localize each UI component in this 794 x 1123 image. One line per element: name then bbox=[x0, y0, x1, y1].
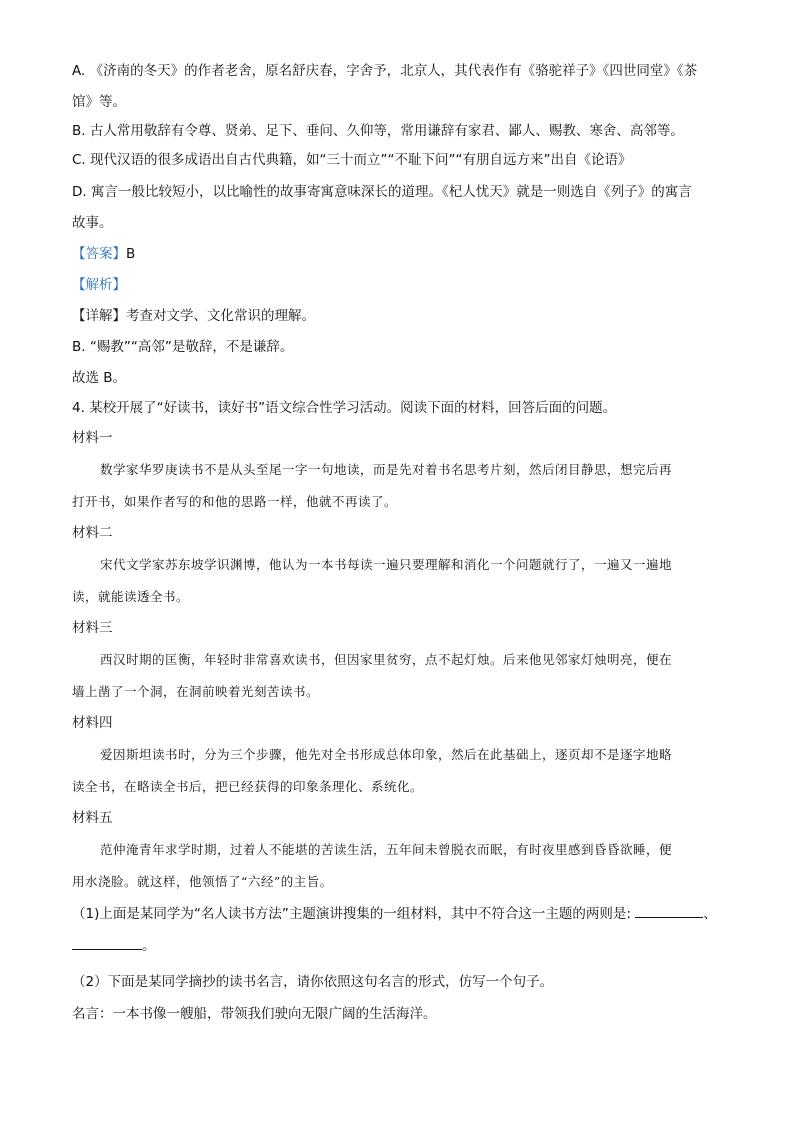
answer-row bbox=[72, 245, 722, 263]
material-line: 爱因斯坦读书时，分为三个步骤，他先对全书形成总体印象，然后在此基础上，逐页却不是逐字地略 bbox=[100, 747, 673, 762]
answer-blank-1[interactable] bbox=[635, 903, 703, 918]
material-line: 西汉时期的匡衡，年轻时非常喜欢读书，但因家里贫穷，点不起灯烛。后来他见邻家灯烛明亮，便在 bbox=[100, 652, 673, 667]
option-b: B. 古人常用敬辞有令尊、贤弟、足下、垂问、久仰等，常用谦辞有家君、鄙人、赐教、寒舍、高邻等。 bbox=[72, 123, 684, 139]
sub1-separator: 、 bbox=[703, 906, 717, 922]
quote-line: 名言：一本书像一艘船，带领我们驶向无限广阔的生活海洋。 bbox=[72, 1006, 437, 1022]
material-line: 宋代文学家苏东坡学识渊博，他认为一本书每读一遍只要理解和消化一个问题就行了，一遍又一遍地 bbox=[100, 557, 673, 572]
material-line: 打开书，如果作者写的和他的思路一样，他就不再读了。 bbox=[72, 494, 398, 509]
answer-blank-2[interactable] bbox=[72, 935, 142, 950]
answer-label: 【答案】 bbox=[72, 246, 126, 262]
analysis-label: 【解析】 bbox=[72, 277, 126, 293]
option-d-line2: 故事。 bbox=[72, 215, 113, 231]
question4-intro: 4. 某校开展了“好读书，读好书”语文综合性学习活动。阅读下面的材料，回答后面的问题。 bbox=[72, 400, 617, 416]
option-c: C. 现代汉语的很多成语出自古代典籍，如“三十而立”“不耻下问”“有朋自远方来”出自《论语》 bbox=[72, 152, 632, 168]
sub-question-1-cont bbox=[72, 935, 722, 955]
material-line: 墙上凿了一个洞，在洞前映着光刻苦读书。 bbox=[72, 684, 320, 699]
option-a-line2: 馆》等。 bbox=[72, 94, 126, 110]
material-title: 材料五 bbox=[72, 810, 113, 826]
content-column bbox=[72, 62, 722, 1023]
option-d-line1: D. 寓言一般比较短小，以比喻性的故事寄寓意味深长的道理。《杞人忧天》就是一则选自《列子》的寓言 bbox=[72, 184, 692, 200]
choose-line: 故选 B。 bbox=[72, 370, 127, 386]
option-a-line1: A. 《济南的冬天》的作者老舍，原名舒庆春，字舍予，北京人，其代表作有《骆驼祥子》《四世同堂》《茶 bbox=[72, 63, 698, 79]
material-title: 材料四 bbox=[72, 715, 113, 731]
material-line: 读全书，在略读全书后，把已经获得的印象条理化、系统化。 bbox=[72, 779, 424, 794]
material-title: 材料一 bbox=[72, 430, 113, 446]
material-line: 数学家华罗庚读书不是从头至尾一字一句地读，而是先对着书名思考片刻，然后闭目静思，想完后再 bbox=[100, 462, 673, 477]
material-line: 用水浇脸。就这样，他领悟了“六经”的主旨。 bbox=[72, 874, 333, 889]
material-line: 读，就能读透全书。 bbox=[72, 589, 190, 604]
detail-line: 【详解】考查对文学、文化常识的理解。 bbox=[72, 308, 315, 324]
answer-value: B bbox=[126, 246, 136, 262]
material-line: 范仲淹青年求学时期，过着人不能堪的苦读生活，五年间未曾脱衣而眠，有时夜里感到昏昏欲睡，便 bbox=[100, 842, 673, 857]
sub1-text: （1)上面是某同学为“名人读书方法”主题演讲搜集的一组材料，其中不符合这一主题的两则是: bbox=[72, 906, 631, 922]
material-title: 材料二 bbox=[72, 525, 113, 541]
explain-line: B. “赐教”“高邻”是敬辞，不是谦辞。 bbox=[72, 339, 294, 355]
sub-question-1 bbox=[72, 903, 722, 923]
sub1-end: 。 bbox=[142, 938, 156, 954]
sub-question-2: （2）下面是某同学摘抄的读书名言，请你依照这句名言的形式，仿写一个句子。 bbox=[72, 974, 554, 990]
material-title: 材料三 bbox=[72, 620, 113, 636]
